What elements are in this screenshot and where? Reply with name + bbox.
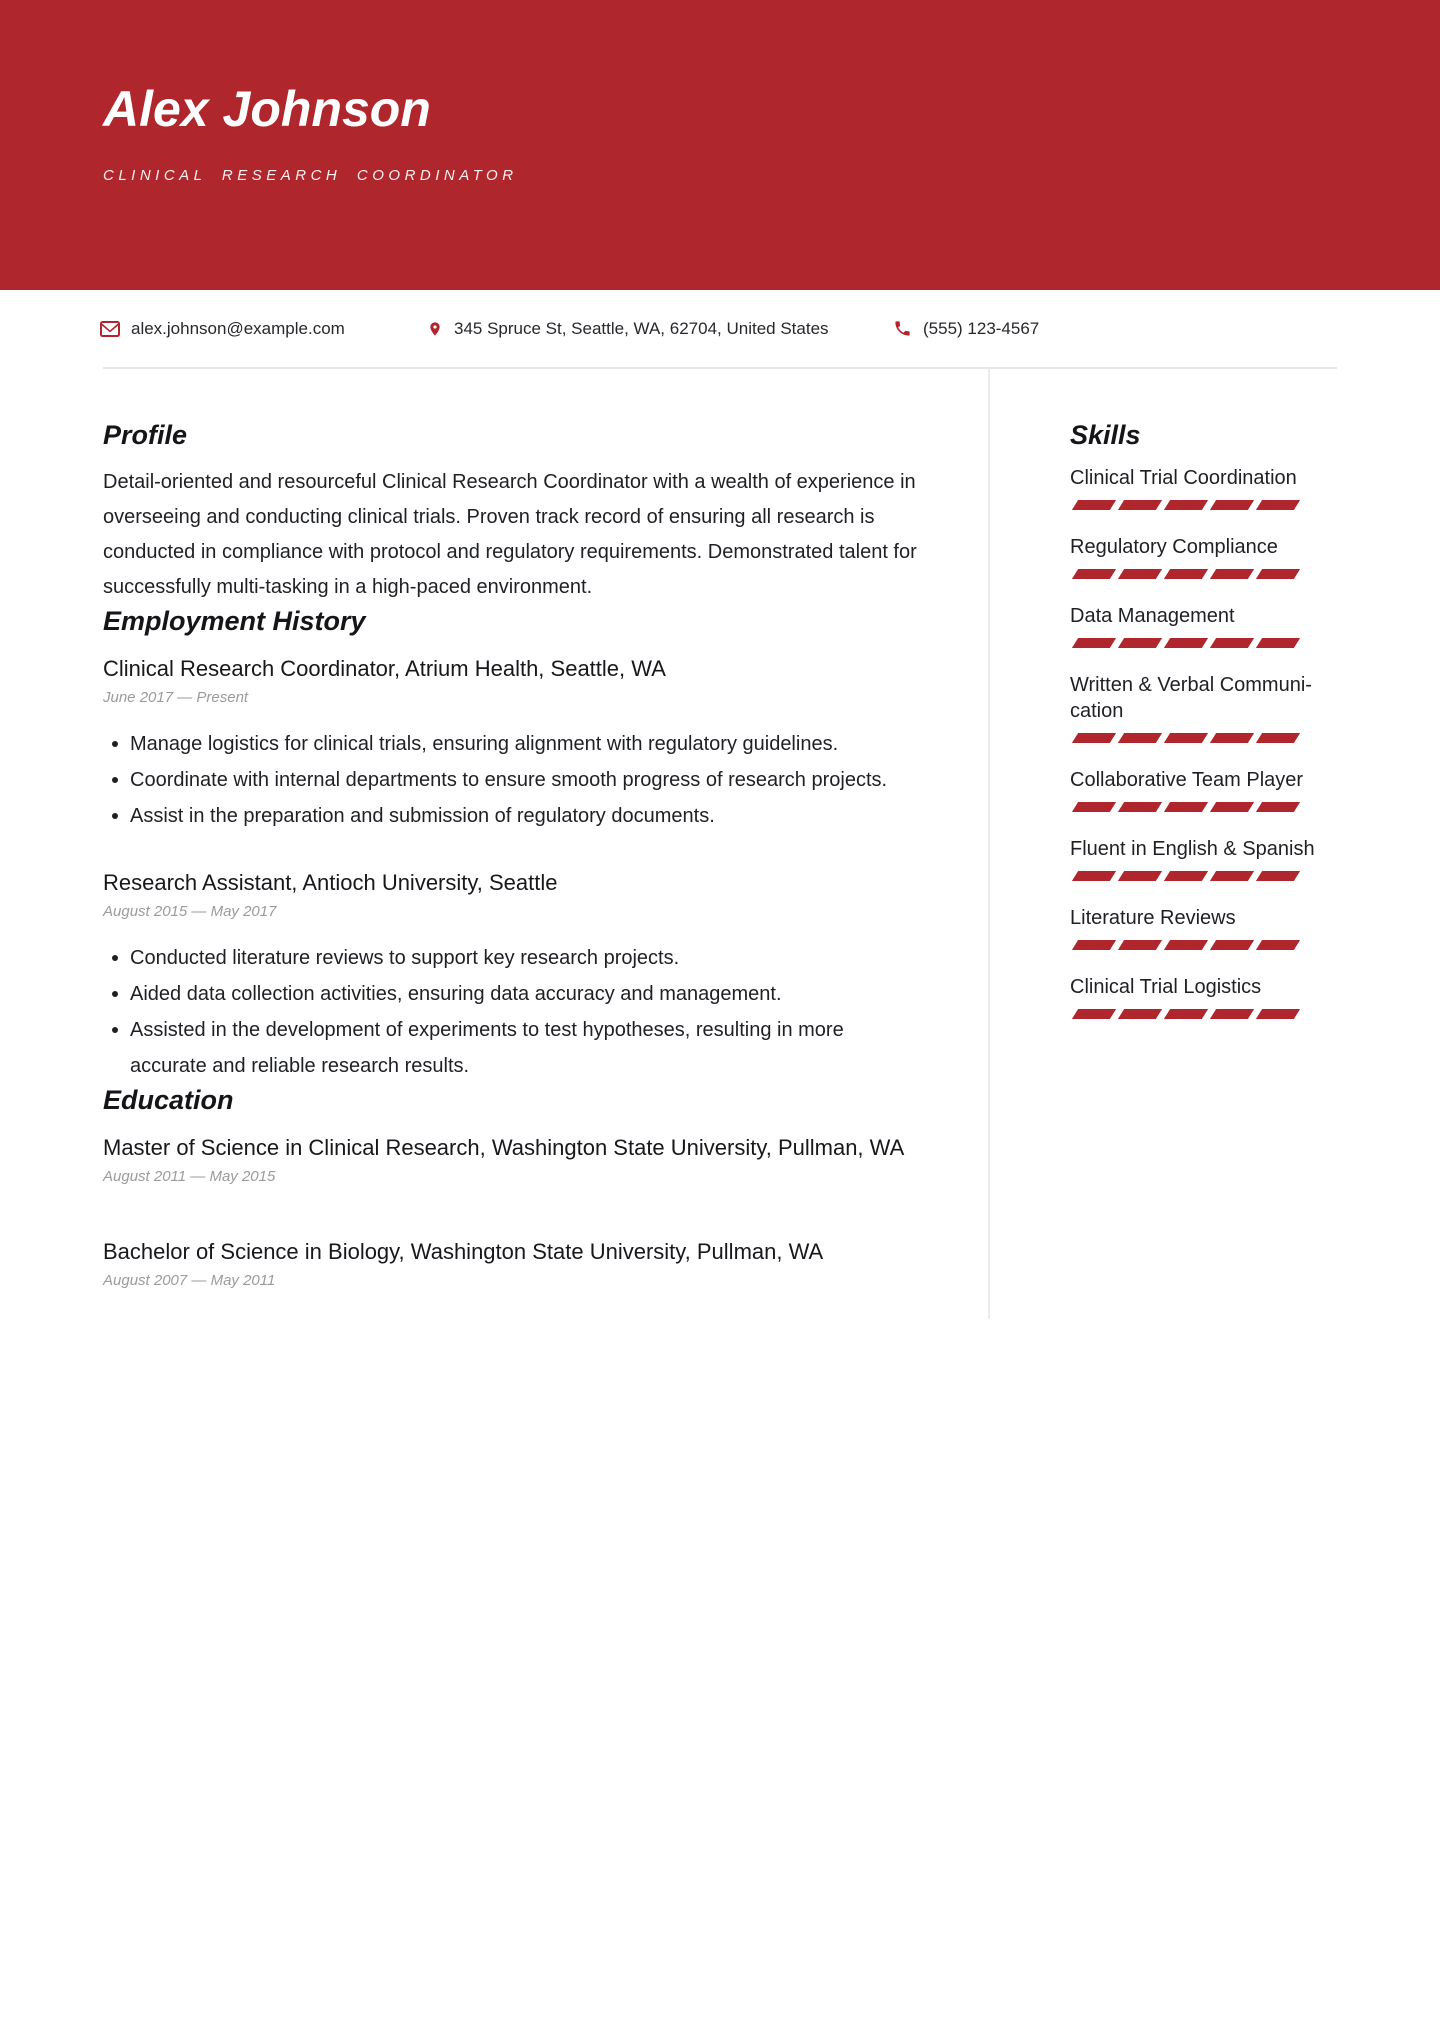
skill-level-bar <box>1070 802 1337 812</box>
skill-level-segment <box>1256 871 1300 881</box>
skill-label: Clinical Trial Logistics <box>1070 976 1262 998</box>
skill-level-segment <box>1118 500 1162 510</box>
job-dates: June 2017 — Present <box>103 689 249 706</box>
right-column <box>990 369 1337 1319</box>
skill-label: Clinical Trial Coordination <box>1070 467 1297 489</box>
education-heading: Education <box>103 1085 234 1115</box>
job-entry <box>103 864 968 1084</box>
skill-level-segment <box>1210 500 1254 510</box>
skill-level-bar <box>1070 569 1337 579</box>
skill-level-segment <box>1164 1009 1208 1019</box>
skill-level-segment <box>1256 1009 1300 1019</box>
skill-item <box>1070 905 1337 950</box>
job-bullet: Assisted in the development of experiments to test hypotheses, resulting in more accurate and reliable research results. <box>103 1012 910 1084</box>
skill-level-segment <box>1210 871 1254 881</box>
skill-level-segment <box>1072 733 1116 743</box>
job-bullet: Coordinate with internal departments to ensure smooth progress of research projects. <box>103 762 910 798</box>
job-bullet: Manage logistics for clinical trials, ensuring alignment with regulatory guidelines. <box>103 726 910 762</box>
skill-level-segment <box>1164 569 1208 579</box>
skill-level-bar <box>1070 940 1337 950</box>
skill-level-segment <box>1164 733 1208 743</box>
skill-level-segment <box>1072 802 1116 812</box>
job-title: Research Assistant, Antioch University, Seattle <box>103 870 558 895</box>
skill-label: Collaborative Team Player <box>1070 769 1304 791</box>
skill-level-bar <box>1070 638 1337 648</box>
candidate-name: Alex Johnson <box>103 81 431 137</box>
skill-level-segment <box>1118 569 1162 579</box>
skill-level-segment <box>1256 733 1300 743</box>
skill-level-segment <box>1072 638 1116 648</box>
skill-level-segment <box>1118 940 1162 950</box>
skill-level-segment <box>1164 638 1208 648</box>
skill-level-segment <box>1210 802 1254 812</box>
skill-level-segment <box>1164 500 1208 510</box>
employment-heading: Employment History <box>103 606 366 636</box>
job-bullet: Aided data collection activities, ensuring data accuracy and management. <box>103 976 910 1012</box>
skill-level-segment <box>1072 569 1116 579</box>
skill-item <box>1070 836 1337 881</box>
skill-level-segment <box>1210 733 1254 743</box>
job-bullet-list <box>103 940 968 1084</box>
skill-level-segment <box>1256 802 1300 812</box>
skill-level-segment <box>1072 1009 1116 1019</box>
skill-level-segment <box>1118 638 1162 648</box>
skill-item <box>1070 767 1337 812</box>
skill-level-segment <box>1164 802 1208 812</box>
skill-level-bar <box>1070 733 1337 743</box>
header-band <box>0 0 1440 290</box>
education-title: Master of Science in Clinical Research, Washington State University, Pullman, WA <box>103 1135 905 1160</box>
skill-level-segment <box>1256 500 1300 510</box>
skill-level-segment <box>1072 940 1116 950</box>
main-content <box>103 369 1337 1319</box>
skill-level-segment <box>1256 940 1300 950</box>
skill-level-segment <box>1256 569 1300 579</box>
education-entry <box>103 1129 968 1185</box>
envelope-icon <box>100 321 120 337</box>
contact-address <box>427 290 829 367</box>
job-entry <box>103 650 968 834</box>
job-bullet: Assist in the preparation and submission of regulatory documents. <box>103 798 910 834</box>
skill-level-segment <box>1118 802 1162 812</box>
skill-label: Written & Verbal Communication <box>1070 674 1312 722</box>
skill-level-segment <box>1072 500 1116 510</box>
skill-item <box>1070 534 1337 579</box>
phone-icon <box>893 319 912 338</box>
contact-address-value: 345 Spruce St, Seattle, WA, 62704, United States <box>454 318 829 338</box>
skill-level-segment <box>1072 871 1116 881</box>
skill-label: Literature Reviews <box>1070 907 1236 929</box>
job-bullet-list <box>103 726 968 834</box>
skill-item <box>1070 465 1337 510</box>
skill-level-segment <box>1210 569 1254 579</box>
profile-text: Detail-oriented and resourceful Clinical Research Coordinator with a wealth of experience in overseeing and conducting clinical trials. Proven track record of ensuring all research is conducted in compliance with protocol and regulatory requirements. Demonstrated talent for successfully multi-tasking in a high-paced environment. <box>103 471 917 598</box>
skill-level-segment <box>1118 1009 1162 1019</box>
job-title: Clinical Research Coordinator, Atrium Health, Seattle, WA <box>103 656 666 681</box>
location-pin-icon <box>427 318 443 340</box>
left-column <box>103 369 990 1319</box>
skills-heading: Skills <box>1070 420 1141 450</box>
skill-level-segment <box>1210 638 1254 648</box>
contact-phone <box>893 290 1039 367</box>
skill-level-bar <box>1070 1009 1337 1019</box>
job-dates: August 2015 — May 2017 <box>103 903 277 920</box>
skill-level-segment <box>1210 940 1254 950</box>
skill-level-bar <box>1070 500 1337 510</box>
education-dates: August 2007 — May 2011 <box>103 1272 276 1289</box>
skill-level-segment <box>1164 871 1208 881</box>
job-bullet: Conducted literature reviews to support key research projects. <box>103 940 910 976</box>
skill-item <box>1070 672 1337 743</box>
skill-item <box>1070 974 1337 1019</box>
skill-level-segment <box>1118 733 1162 743</box>
contact-email-value: alex.johnson@example.com <box>131 318 345 338</box>
contact-email <box>100 290 345 367</box>
skill-label: Regulatory Compliance <box>1070 536 1278 558</box>
skill-level-segment <box>1164 940 1208 950</box>
skill-label: Data Management <box>1070 605 1235 627</box>
candidate-job-title: CLINICAL RESEARCH COORDINATOR <box>103 167 518 184</box>
profile-heading: Profile <box>103 420 188 450</box>
skill-level-bar <box>1070 871 1337 881</box>
education-title: Bachelor of Science in Biology, Washington State University, Pullman, WA <box>103 1239 824 1264</box>
education-entry <box>103 1233 968 1289</box>
skill-label: Fluent in English & Spanish <box>1070 838 1315 860</box>
contact-phone-value: (555) 123-4567 <box>923 318 1040 338</box>
skill-level-segment <box>1210 1009 1254 1019</box>
skill-level-segment <box>1256 638 1300 648</box>
contact-bar <box>0 290 1440 367</box>
skill-level-segment <box>1118 871 1162 881</box>
skill-item <box>1070 603 1337 648</box>
education-dates: August 2011 — May 2015 <box>103 1168 276 1185</box>
